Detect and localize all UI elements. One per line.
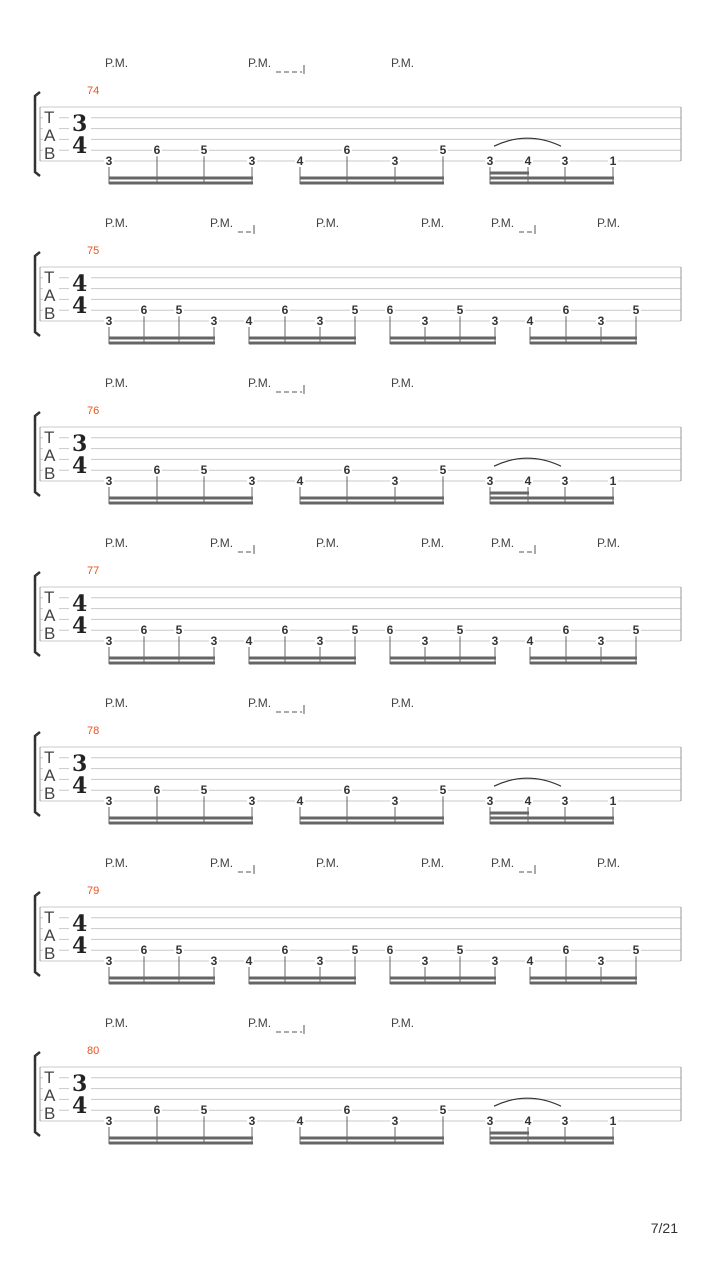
beam bbox=[109, 657, 215, 660]
beam bbox=[109, 342, 215, 345]
measure-number: 78 bbox=[87, 725, 100, 737]
tab-clef-letter: A bbox=[44, 606, 56, 625]
beam bbox=[528, 822, 614, 825]
time-signature-numerator: 3 bbox=[72, 111, 88, 137]
beam bbox=[528, 177, 614, 180]
fret-number: 6 bbox=[562, 623, 570, 638]
beam bbox=[300, 817, 444, 820]
fret-number: 4 bbox=[524, 474, 532, 488]
fret-number: 3 bbox=[486, 154, 494, 168]
beam bbox=[530, 982, 637, 985]
beam bbox=[530, 662, 637, 665]
beam bbox=[528, 502, 614, 505]
fret-number: 6 bbox=[386, 623, 394, 638]
beam bbox=[490, 812, 529, 815]
fret-number: 3 bbox=[391, 154, 399, 168]
fret-number: 3 bbox=[105, 1114, 113, 1128]
beam bbox=[249, 662, 356, 665]
fret-number: 4 bbox=[526, 314, 534, 328]
fret-number: 3 bbox=[105, 314, 113, 328]
palm-mute-label: P.M. bbox=[316, 536, 340, 550]
fret-number: 5 bbox=[632, 943, 640, 958]
fret-number: 4 bbox=[245, 634, 253, 648]
beam bbox=[490, 1132, 529, 1135]
fret-number: 4 bbox=[296, 154, 304, 168]
fret-number: 6 bbox=[153, 463, 161, 478]
fret-number: 4 bbox=[526, 634, 534, 648]
palm-mute-label: P.M. bbox=[105, 216, 129, 230]
beam bbox=[390, 662, 496, 665]
fret-number: 4 bbox=[526, 954, 534, 968]
tab-clef-letter: B bbox=[44, 464, 56, 483]
fret-number: 3 bbox=[248, 474, 256, 488]
fret-number: 1 bbox=[609, 1114, 617, 1128]
beam bbox=[490, 177, 529, 180]
beam bbox=[390, 977, 496, 980]
beam bbox=[109, 822, 253, 825]
fret-number: 6 bbox=[343, 463, 351, 478]
fret-number: 3 bbox=[486, 1114, 494, 1128]
fret-number: 5 bbox=[200, 1103, 208, 1118]
tab-clef-letter: A bbox=[44, 926, 56, 945]
fret-number: 1 bbox=[609, 474, 617, 488]
beam bbox=[530, 977, 637, 980]
fret-number: 5 bbox=[200, 783, 208, 798]
fret-number: 3 bbox=[105, 474, 113, 488]
beam bbox=[528, 182, 614, 185]
time-signature-denominator: 4 bbox=[72, 1093, 88, 1119]
beam bbox=[390, 657, 496, 660]
beam bbox=[109, 817, 253, 820]
fret-number: 3 bbox=[597, 314, 605, 328]
palm-mute-label: P.M. bbox=[597, 536, 621, 550]
beam bbox=[390, 342, 496, 345]
system-bracket bbox=[35, 92, 40, 176]
tab-clef-letter: T bbox=[44, 908, 55, 927]
fret-number: 3 bbox=[248, 794, 256, 808]
fret-number: 6 bbox=[386, 303, 394, 318]
beam bbox=[490, 497, 529, 500]
page-number: 7/21 bbox=[650, 1220, 678, 1236]
fret-number: 6 bbox=[153, 783, 161, 798]
tab-system-75 bbox=[35, 216, 681, 345]
system-bracket bbox=[35, 1052, 40, 1136]
fret-number: 4 bbox=[296, 794, 304, 808]
tab-clef-letter: T bbox=[44, 428, 55, 447]
palm-mute-label: P.M. bbox=[210, 536, 234, 550]
palm-mute-label: P.M. bbox=[597, 856, 621, 870]
palm-mute-label: P.M. bbox=[105, 856, 129, 870]
fret-number: 6 bbox=[343, 1103, 351, 1118]
fret-number: 3 bbox=[210, 314, 218, 328]
fret-number: 3 bbox=[316, 314, 324, 328]
fret-number: 3 bbox=[421, 634, 429, 648]
fret-number: 5 bbox=[456, 623, 464, 638]
time-signature-denominator: 4 bbox=[72, 773, 88, 799]
fret-number: 1 bbox=[609, 154, 617, 168]
palm-mute-label: P.M. bbox=[391, 376, 415, 390]
fret-number: 4 bbox=[524, 1114, 532, 1128]
fret-number: 3 bbox=[486, 474, 494, 488]
beam bbox=[300, 177, 444, 180]
beam bbox=[109, 497, 253, 500]
palm-mute-label: P.M. bbox=[316, 856, 340, 870]
fret-number: 5 bbox=[200, 463, 208, 478]
tab-clef-letter: B bbox=[44, 624, 56, 643]
tab-clef-letter: T bbox=[44, 268, 55, 287]
fret-number: 4 bbox=[296, 1114, 304, 1128]
fret-number: 6 bbox=[140, 303, 148, 318]
tab-clef-letter: T bbox=[44, 748, 55, 767]
fret-number: 5 bbox=[439, 783, 447, 798]
fret-number: 4 bbox=[524, 154, 532, 168]
beam bbox=[490, 817, 529, 820]
fret-number: 6 bbox=[386, 943, 394, 958]
palm-mute-label: P.M. bbox=[316, 216, 340, 230]
fret-number: 6 bbox=[343, 783, 351, 798]
system-bracket bbox=[35, 252, 40, 336]
beam bbox=[490, 172, 529, 175]
fret-number: 3 bbox=[421, 314, 429, 328]
system-bracket bbox=[35, 572, 40, 656]
beam bbox=[109, 182, 253, 185]
system-bracket bbox=[35, 732, 40, 816]
fret-number: 3 bbox=[421, 954, 429, 968]
tab-system-74 bbox=[35, 56, 681, 185]
beam bbox=[390, 982, 496, 985]
tab-clef-letter: B bbox=[44, 944, 56, 963]
palm-mute-label: P.M. bbox=[105, 1016, 129, 1030]
tab-system-80 bbox=[35, 1016, 681, 1145]
measure-number: 80 bbox=[87, 1045, 100, 1057]
palm-mute-label: P.M. bbox=[210, 216, 234, 230]
beam bbox=[109, 337, 215, 340]
fret-number: 5 bbox=[456, 303, 464, 318]
beam bbox=[249, 342, 356, 345]
palm-mute-label: P.M. bbox=[491, 856, 515, 870]
beam bbox=[300, 502, 444, 505]
beam bbox=[528, 817, 614, 820]
tab-clef-letter: B bbox=[44, 1104, 56, 1123]
time-signature-numerator: 4 bbox=[72, 591, 88, 617]
fret-number: 5 bbox=[439, 463, 447, 478]
fret-number: 3 bbox=[391, 474, 399, 488]
fret-number: 5 bbox=[200, 143, 208, 158]
palm-mute-label: P.M. bbox=[248, 376, 272, 390]
measure-number: 79 bbox=[87, 885, 100, 897]
beam bbox=[109, 1137, 253, 1140]
fret-number: 6 bbox=[153, 1103, 161, 1118]
palm-mute-label: P.M. bbox=[491, 216, 515, 230]
beam bbox=[300, 497, 444, 500]
fret-number: 4 bbox=[245, 314, 253, 328]
fret-number: 4 bbox=[245, 954, 253, 968]
beam bbox=[390, 337, 496, 340]
fret-number: 5 bbox=[175, 303, 183, 318]
palm-mute-label: P.M. bbox=[248, 696, 272, 710]
beam bbox=[490, 182, 529, 185]
palm-mute-label: P.M. bbox=[421, 536, 445, 550]
fret-number: 3 bbox=[105, 154, 113, 168]
tab-clef-letter: B bbox=[44, 784, 56, 803]
fret-number: 5 bbox=[439, 143, 447, 158]
time-signature-numerator: 4 bbox=[72, 911, 88, 937]
fret-number: 5 bbox=[439, 1103, 447, 1118]
beam bbox=[109, 1142, 253, 1145]
beam bbox=[300, 1142, 444, 1145]
fret-number: 5 bbox=[632, 623, 640, 638]
fret-number: 3 bbox=[491, 954, 499, 968]
palm-mute-label: P.M. bbox=[248, 1016, 272, 1030]
beam bbox=[300, 182, 444, 185]
tab-system-79 bbox=[35, 856, 681, 985]
time-signature-denominator: 4 bbox=[72, 933, 88, 959]
palm-mute-label: P.M. bbox=[105, 696, 129, 710]
beam bbox=[528, 1137, 614, 1140]
fret-number: 6 bbox=[140, 943, 148, 958]
system-bracket bbox=[35, 412, 40, 496]
beam bbox=[490, 492, 529, 495]
fret-number: 3 bbox=[105, 634, 113, 648]
tab-system-77 bbox=[35, 536, 681, 665]
fret-number: 3 bbox=[486, 794, 494, 808]
measure-number: 75 bbox=[87, 245, 100, 257]
fret-number: 3 bbox=[248, 1114, 256, 1128]
fret-number: 6 bbox=[281, 303, 289, 318]
beam bbox=[530, 342, 637, 345]
system-bracket bbox=[35, 892, 40, 976]
time-signature-denominator: 4 bbox=[72, 613, 88, 639]
fret-number: 3 bbox=[210, 634, 218, 648]
tab-clef-letter: B bbox=[44, 144, 56, 163]
beam bbox=[490, 502, 529, 505]
palm-mute-label: P.M. bbox=[105, 56, 129, 70]
palm-mute-label: P.M. bbox=[391, 56, 415, 70]
palm-mute-label: P.M. bbox=[391, 1016, 415, 1030]
beam bbox=[300, 1137, 444, 1140]
tab-system-76 bbox=[35, 376, 681, 505]
fret-number: 3 bbox=[561, 474, 569, 488]
beam bbox=[300, 822, 444, 825]
beam bbox=[109, 502, 253, 505]
fret-number: 3 bbox=[561, 794, 569, 808]
time-signature-numerator: 3 bbox=[72, 431, 88, 457]
beam bbox=[530, 657, 637, 660]
fret-number: 3 bbox=[561, 154, 569, 168]
palm-mute-label: P.M. bbox=[105, 376, 129, 390]
beam bbox=[249, 982, 356, 985]
tab-clef-letter: T bbox=[44, 1068, 55, 1087]
fret-number: 3 bbox=[491, 314, 499, 328]
measure-number: 76 bbox=[87, 405, 100, 417]
fret-number: 6 bbox=[281, 943, 289, 958]
palm-mute-label: P.M. bbox=[421, 856, 445, 870]
fret-number: 3 bbox=[597, 634, 605, 648]
beam bbox=[249, 337, 356, 340]
beam bbox=[109, 177, 253, 180]
fret-number: 3 bbox=[391, 1114, 399, 1128]
time-signature-numerator: 4 bbox=[72, 271, 88, 297]
time-signature-denominator: 4 bbox=[72, 293, 88, 319]
fret-number: 5 bbox=[351, 943, 359, 958]
fret-number: 6 bbox=[153, 143, 161, 158]
palm-mute-label: P.M. bbox=[391, 696, 415, 710]
tab-clef-letter: A bbox=[44, 446, 56, 465]
palm-mute-label: P.M. bbox=[421, 216, 445, 230]
palm-mute-label: P.M. bbox=[210, 856, 234, 870]
palm-mute-label: P.M. bbox=[491, 536, 515, 550]
time-signature-denominator: 4 bbox=[72, 133, 88, 159]
beam bbox=[249, 657, 356, 660]
fret-number: 5 bbox=[175, 623, 183, 638]
beam bbox=[490, 1137, 529, 1140]
fret-number: 3 bbox=[210, 954, 218, 968]
beam bbox=[109, 977, 215, 980]
tab-clef-letter: B bbox=[44, 304, 56, 323]
beam bbox=[249, 977, 356, 980]
time-signature-numerator: 3 bbox=[72, 751, 88, 777]
beam bbox=[490, 822, 529, 825]
fret-number: 3 bbox=[316, 634, 324, 648]
tab-system-78 bbox=[35, 696, 681, 825]
fret-number: 5 bbox=[632, 303, 640, 318]
fret-number: 5 bbox=[351, 303, 359, 318]
tab-clef-letter: T bbox=[44, 108, 55, 127]
fret-number: 1 bbox=[609, 794, 617, 808]
fret-number: 4 bbox=[296, 474, 304, 488]
tab-clef-letter: A bbox=[44, 286, 56, 305]
beam bbox=[490, 1142, 529, 1145]
palm-mute-label: P.M. bbox=[248, 56, 272, 70]
fret-number: 3 bbox=[316, 954, 324, 968]
fret-number: 5 bbox=[456, 943, 464, 958]
beam bbox=[528, 497, 614, 500]
measure-number: 77 bbox=[87, 565, 100, 577]
beam bbox=[109, 982, 215, 985]
fret-number: 3 bbox=[597, 954, 605, 968]
fret-number: 6 bbox=[562, 943, 570, 958]
measure-number: 74 bbox=[87, 85, 100, 97]
tab-clef-letter: T bbox=[44, 588, 55, 607]
fret-number: 4 bbox=[524, 794, 532, 808]
tab-clef-letter: A bbox=[44, 1086, 56, 1105]
fret-number: 6 bbox=[343, 143, 351, 158]
palm-mute-label: P.M. bbox=[105, 536, 129, 550]
fret-number: 3 bbox=[248, 154, 256, 168]
time-signature-numerator: 3 bbox=[72, 1071, 88, 1097]
fret-number: 5 bbox=[175, 943, 183, 958]
fret-number: 3 bbox=[561, 1114, 569, 1128]
tab-clef-letter: A bbox=[44, 126, 56, 145]
fret-number: 3 bbox=[105, 794, 113, 808]
palm-mute-label: P.M. bbox=[597, 216, 621, 230]
fret-number: 3 bbox=[491, 634, 499, 648]
beam bbox=[528, 1142, 614, 1145]
beam bbox=[109, 662, 215, 665]
fret-number: 3 bbox=[391, 794, 399, 808]
time-signature-denominator: 4 bbox=[72, 453, 88, 479]
fret-number: 3 bbox=[105, 954, 113, 968]
beam bbox=[530, 337, 637, 340]
fret-number: 6 bbox=[281, 623, 289, 638]
tab-clef-letter: A bbox=[44, 766, 56, 785]
fret-number: 6 bbox=[140, 623, 148, 638]
fret-number: 6 bbox=[562, 303, 570, 318]
fret-number: 5 bbox=[351, 623, 359, 638]
